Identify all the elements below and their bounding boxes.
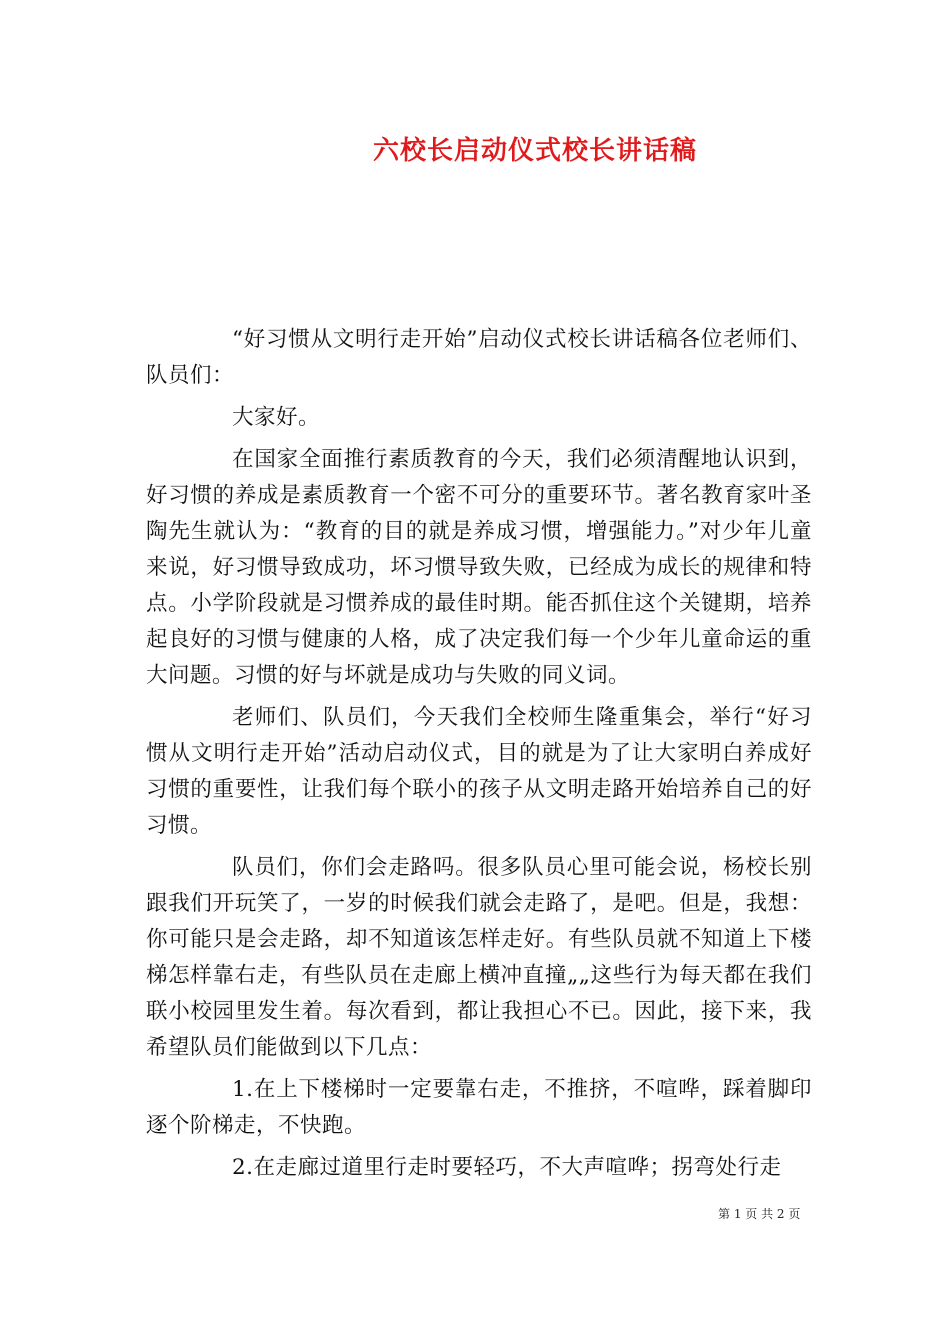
document-body — [146, 322, 812, 1192]
paragraph-body-2: 老师们、队员们，今天我们全校师生隆重集会，举行“好习惯从文明行走开始”活动启动仪式，目的就是为了让大家明白养成好习惯的重要性，让我们每个联小的孩子从文明走路开始培养自己的好习惯。 — [146, 705, 812, 838]
paragraph-body-1: 在国家全面推行素质教育的今天，我们必须清醒地认识到，好习惯的养成是素质教育一个密不可分的重要环节。著名教育家叶圣陶先生就认为：“教育的目的就是养成习惯，增强能力。”对少年儿童来说，好习惯导致成功，坏习惯导致失败，已经成为成长的规律和特点。小学阶段就是习惯养成的最佳时期。能否抓住这个关键期，培养起良好的习惯与健康的人格，成了决定我们每一个少年儿童命运的重大问题。习惯的好与坏就是成功与失败的同义词。 — [146, 447, 812, 688]
paragraph-greeting: 大家好。 — [232, 405, 321, 430]
page-footer: 第 1 页 共 2 页 — [718, 1207, 801, 1221]
document-title: 六校长启动仪式校长讲话稿 — [372, 136, 697, 166]
list-item-1: 1.在上下楼梯时一定要靠右走，不推挤，不喧哗，踩着脚印逐个阶梯走，不快跑。 — [146, 1077, 812, 1138]
paragraph-intro: “好习惯从文明行走开始”启动仪式校长讲话稿各位老师们、队员们： — [146, 327, 812, 388]
paragraph-body-3: 队员们，你们会走路吗。很多队员心里可能会说，杨校长别跟我们开玩笑了，一岁的时候我们就会走路了，是吧。但是，我想：你可能只是会走路，却不知道该怎样走好。有些队员就不知道上下楼梯怎样靠右走，有些队员在走廊上横冲直撞„„这些行为每天都在我们联小校园里发生着。每次看到，都让我担心不已。因此，接下来，我希望队员们能做到以下几点： — [146, 855, 812, 1060]
list-item-2: 2.在走廊过道里行走时要轻巧，不大声喧哗；拐弯处行走 — [232, 1155, 782, 1180]
